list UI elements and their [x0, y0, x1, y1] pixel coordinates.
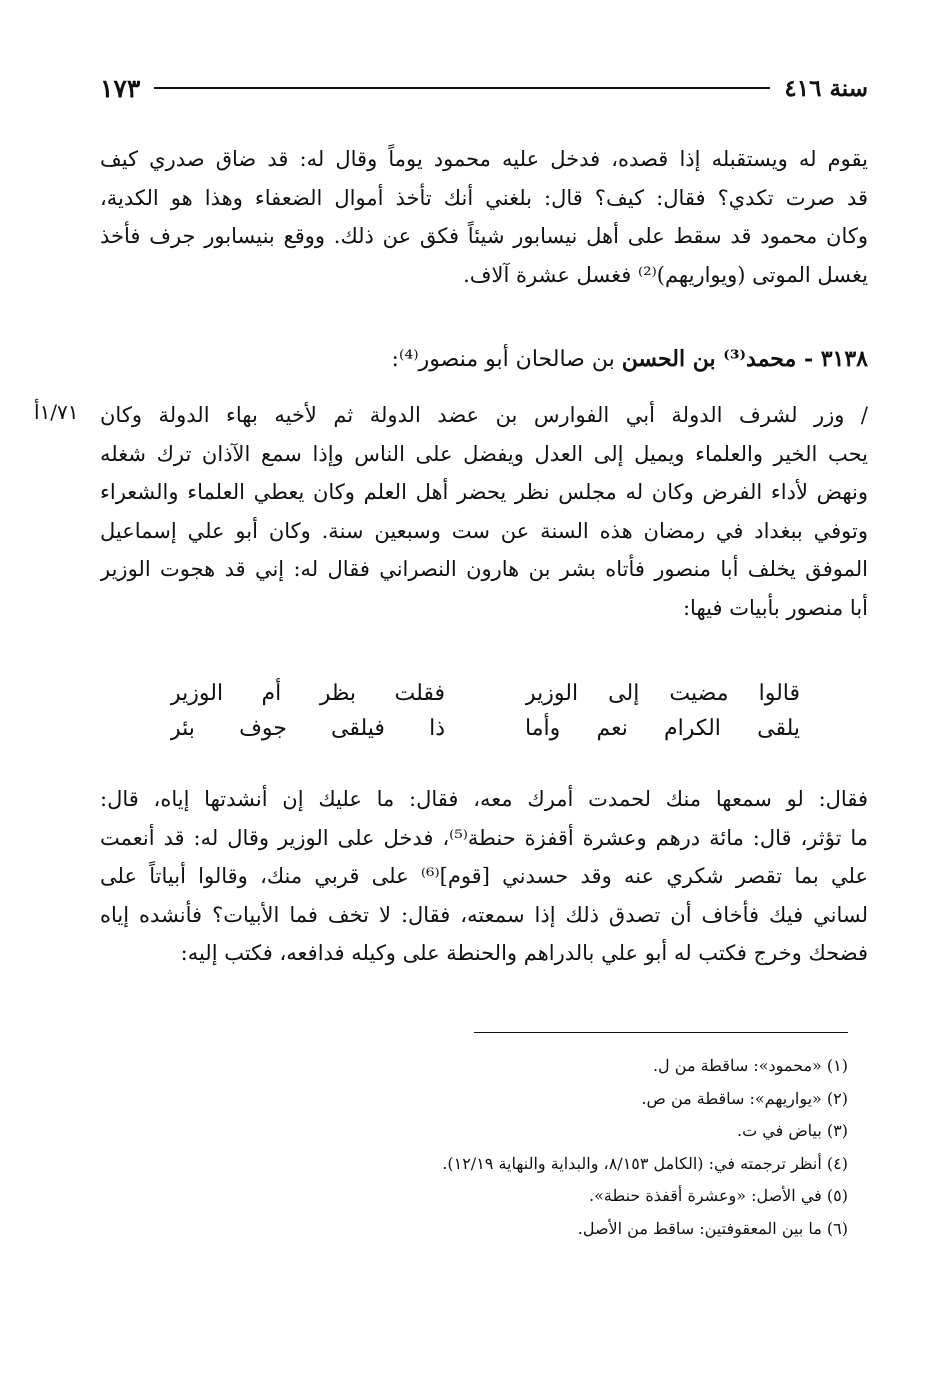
text-line: يقوم له ويستقبله إذا قصده، فدخل عليه محمود يوماً وقال له: قد ضاق صدري كيف	[100, 147, 868, 171]
footnote: (٤) أنظر ترجمته في: (الكامل ٨/١٥٣، والبداية والنهاية ١٢/١٩).	[442, 1153, 848, 1173]
text-line: الموفق يخلف أبا منصور فأتاه بشر بن هارون النصراني فقال له: إني قد هجوت الوزير	[100, 557, 868, 581]
page-header	[100, 68, 868, 108]
text-line: فضحك وخرج فكتب له أبو علي بالدراهم والحنطة على وكيله فدافعه، فكتب إليه:	[180, 941, 868, 965]
poem-verses	[170, 676, 800, 746]
footnote: (٦) ما بين المعقوفتين: ساقط من الأصل.	[577, 1218, 848, 1238]
text-line: علي بما تقصر شكري عنه وقد حسدني [قوم]⁽⁶⁾ على قربي منك، وقالوا أبياتاً على	[100, 864, 868, 888]
paragraph-1	[100, 140, 868, 294]
entry-number: ٣١٣٨ -	[796, 346, 868, 372]
text-line: أبا منصور بأبيات فيها:	[682, 595, 868, 620]
entry-name: محمد⁽³⁾ بن الحسن	[621, 346, 797, 372]
footnote: (٢) «يواريهم»: ساقطة من ص.	[641, 1088, 848, 1108]
running-head: سنة ٤١٦	[784, 74, 868, 102]
text-line: / وزر لشرف الدولة أبي الفوارس بن عضد الدولة ثم لأخيه بهاء الدولة وكان	[100, 403, 868, 427]
footnotes	[100, 1050, 848, 1245]
margin-folio-note: ١/٧١أ	[34, 400, 79, 424]
text-line: فقال: لو سمعها منك لحمدت أمرك معه، فقال: ما عليك إن أنشدتها إياه، قال:	[100, 787, 868, 811]
text-line: لساني فيك فأخاف أن تصدق ذلك إذا سمعته، فقال: لا تخف فما الأبيات؟ فأنشده إياه	[100, 902, 868, 927]
text-line: يغسل الموتى (ويواريهم)⁽²⁾ فغسل عشرة آلاف.	[463, 262, 868, 287]
page-number: ١٧٣	[100, 73, 141, 103]
footnote-separator	[474, 1032, 848, 1033]
paragraph-2	[100, 396, 868, 627]
text-line: يحب الخير والعلماء ويميل إلى العدل ويفضل على الناس وإذا سمع الآذان ترك شغله	[100, 441, 868, 466]
verse-line	[170, 676, 800, 711]
text-line: ما تؤثر، قال: مائة درهم وعشرة أقفزة حنطة⁽⁵⁾، فدخل على الوزير وقال له: قد أنعمت	[100, 825, 868, 850]
verse-second-hemistich: ذا فيلقى جوف بئر	[170, 716, 445, 741]
header-rule	[154, 87, 770, 89]
verse-first-hemistich: قالوا مضيت إلى الوزير	[525, 681, 800, 706]
verse-first-hemistich: يلقى الكرام نعم وأما	[525, 716, 800, 741]
text-line: وتوفي ببغداد في رمضان هذه السنة عن ست وسبعين سنة. وكان أبو علي إسماعيل	[100, 518, 868, 543]
footnote: (١) «محمود»: ساقطة من ل.	[652, 1056, 848, 1075]
entry-name-rest: بن صالحان أبو منصور⁽⁴⁾:	[391, 347, 622, 372]
entry-heading	[100, 340, 868, 379]
paragraph-3	[100, 780, 868, 973]
text-line: قد صرت تكدي؟ فقال: كيف؟ قال: بلغني أنك تأخذ أموال الضعفاء وهذا هو الكدية،	[100, 185, 868, 210]
footnote: (٣) بياض في ت.	[737, 1121, 848, 1140]
text-line: ونهض لأداء الفرض وكان له مجلس نظر يحضر أهل العلم وكان يعطي العلماء والشعراء	[100, 480, 868, 504]
verse-line	[170, 711, 800, 746]
text-line: وكان محمود قد سقط على أهل نيسابور شيئاً فكق عن ذلك. ووقع بنيسابور جرف فأخذ	[100, 224, 868, 248]
verse-second-hemistich: فقلت بظر أم الوزير	[170, 681, 445, 706]
footnote: (٥) في الأصل: «وعشرة أقفذة حنطة».	[589, 1186, 848, 1205]
